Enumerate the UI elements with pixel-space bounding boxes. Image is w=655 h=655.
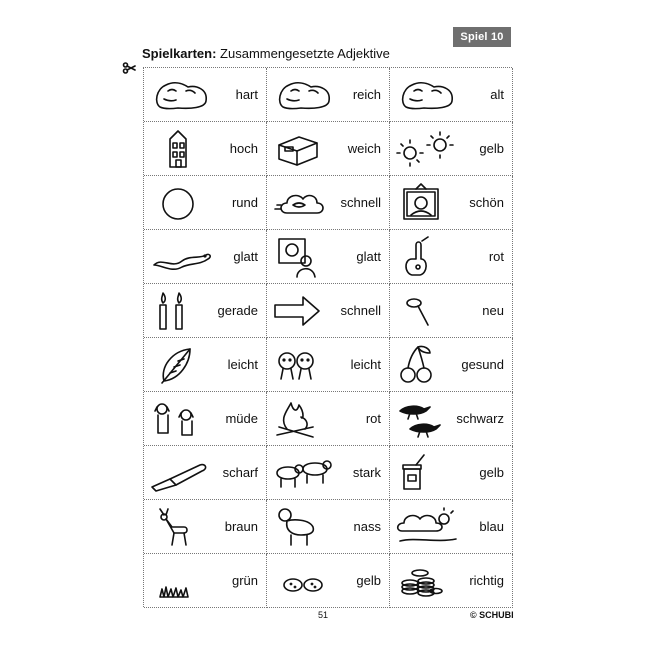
- title-rest: Zusammengesetzte Adjektive: [220, 46, 390, 61]
- card-word: richtig: [469, 573, 504, 588]
- card-word: schön: [469, 195, 504, 210]
- card-word: gelb: [479, 465, 504, 480]
- scissors-icon: [123, 62, 135, 74]
- card[interactable]: [390, 446, 513, 500]
- card-word: schwarz: [456, 411, 504, 426]
- card-word: blau: [479, 519, 504, 534]
- knife-icon: [150, 453, 216, 493]
- card-word: braun: [224, 519, 258, 534]
- card[interactable]: [144, 554, 267, 608]
- page-number: 51: [318, 610, 329, 620]
- children-icon: [273, 345, 339, 385]
- card-word: hart: [235, 87, 258, 102]
- pin-icon: [396, 291, 462, 331]
- card-word: glatt: [233, 249, 258, 264]
- card-word: grün: [231, 573, 258, 588]
- card-word: rot: [488, 249, 504, 264]
- card[interactable]: [267, 122, 390, 176]
- card-word: schnell: [340, 195, 381, 210]
- card-word: scharf: [222, 465, 258, 480]
- cherries-icon: [396, 345, 462, 385]
- card[interactable]: [267, 500, 390, 554]
- card-word: hoch: [229, 141, 258, 156]
- card[interactable]: [144, 500, 267, 554]
- circle-icon: [150, 183, 216, 223]
- title-bold: Spielkarten:: [142, 46, 217, 61]
- card-word: leicht: [227, 357, 258, 372]
- card-word: stark: [352, 465, 381, 480]
- page-title: [142, 46, 390, 61]
- stone-icon: [396, 75, 462, 115]
- card[interactable]: [144, 176, 267, 230]
- card[interactable]: [267, 338, 390, 392]
- stone-icon: [150, 75, 216, 115]
- copyright: © SCHUBI: [470, 610, 514, 620]
- card-grid: [143, 67, 512, 607]
- card[interactable]: [267, 230, 390, 284]
- card-word: gerade: [217, 303, 258, 318]
- card-word: gelb: [479, 141, 504, 156]
- sun-icon: [396, 129, 462, 169]
- card[interactable]: [144, 446, 267, 500]
- blood-finger-icon: [396, 237, 462, 277]
- card[interactable]: [390, 176, 513, 230]
- card-word: weich: [347, 141, 381, 156]
- card[interactable]: [267, 284, 390, 338]
- card[interactable]: [144, 68, 267, 122]
- card[interactable]: [390, 554, 513, 608]
- card[interactable]: [144, 338, 267, 392]
- sky-icon: [396, 507, 462, 547]
- deer-icon: [150, 507, 216, 547]
- dogs-icon: [150, 399, 216, 439]
- card-word: glatt: [356, 249, 381, 264]
- card-word: leicht: [350, 357, 381, 372]
- card[interactable]: [267, 392, 390, 446]
- card-word: alt: [490, 87, 504, 102]
- card-word: schnell: [340, 303, 381, 318]
- card-word: gelb: [356, 573, 381, 588]
- arrow-icon: [273, 291, 339, 331]
- picture-icon: [396, 183, 462, 223]
- bears-icon: [273, 453, 339, 493]
- ravens-icon: [396, 399, 462, 439]
- lemons-icon: [273, 561, 339, 601]
- card-word: rund: [231, 195, 258, 210]
- card[interactable]: [390, 338, 513, 392]
- card[interactable]: [144, 392, 267, 446]
- candles-icon: [150, 291, 216, 331]
- card-word: müde: [225, 411, 258, 426]
- card[interactable]: [390, 284, 513, 338]
- card[interactable]: [390, 500, 513, 554]
- card-word: neu: [482, 303, 504, 318]
- poodle-icon: [273, 507, 339, 547]
- card[interactable]: [267, 176, 390, 230]
- card-word: gesund: [461, 357, 504, 372]
- card-word: rot: [365, 411, 381, 426]
- card-word: reich: [352, 87, 381, 102]
- card-word: nass: [353, 519, 381, 534]
- eel-icon: [150, 237, 216, 277]
- butter-icon: [273, 129, 339, 169]
- feather-icon: [150, 345, 216, 385]
- house-icon: [150, 129, 216, 169]
- fire-icon: [273, 399, 339, 439]
- card[interactable]: [390, 122, 513, 176]
- cloud-icon: [273, 183, 339, 223]
- card[interactable]: [267, 68, 390, 122]
- game-badge: Spiel 10: [453, 27, 511, 47]
- card[interactable]: [267, 446, 390, 500]
- grass-icon: [150, 561, 216, 601]
- money-icon: [396, 561, 462, 601]
- stone-icon: [273, 75, 339, 115]
- honey-jar-icon: [396, 453, 462, 493]
- card[interactable]: [144, 284, 267, 338]
- card[interactable]: [267, 554, 390, 608]
- card[interactable]: [390, 392, 513, 446]
- card[interactable]: [390, 230, 513, 284]
- card[interactable]: [144, 122, 267, 176]
- card[interactable]: [390, 68, 513, 122]
- card[interactable]: [144, 230, 267, 284]
- portrait-icon: [273, 237, 339, 277]
